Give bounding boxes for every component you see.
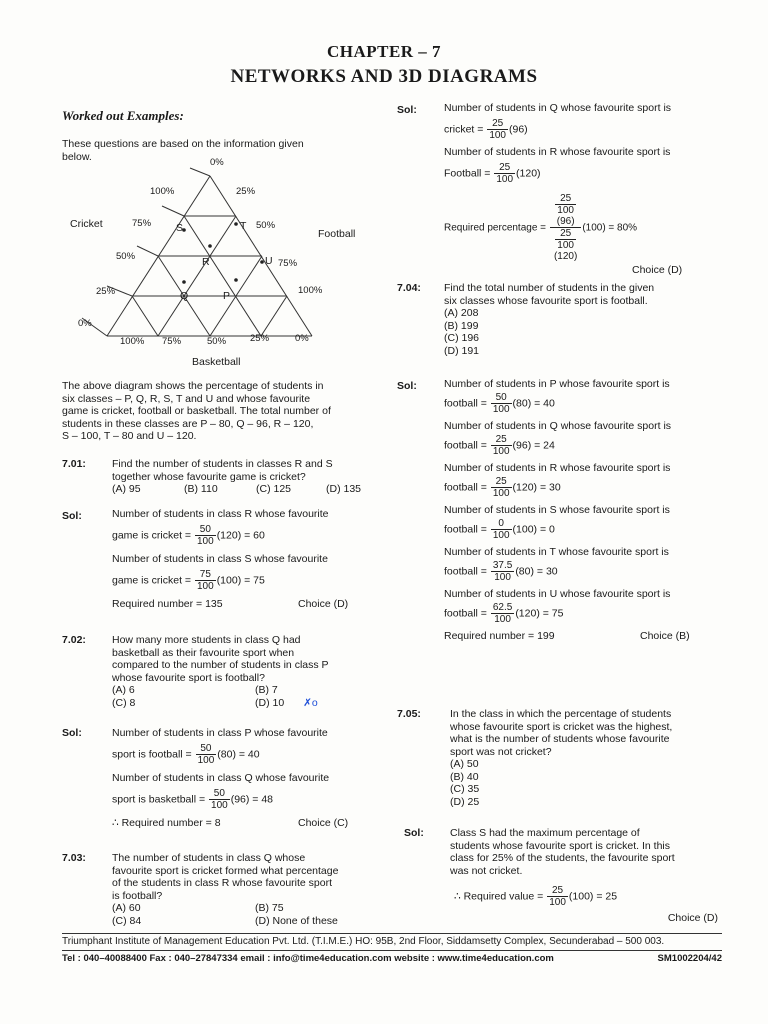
cricket-label: Cricket (70, 218, 103, 230)
point-r: R (202, 256, 210, 268)
diagram-description: The above diagram shows the percentage of students in six classes – P, Q, R, S, T and U and whose favourite game is cricket, football or basketball. The total number of students in these classes are P – 80, Q – 96, R – 120, S – 100, T – 80 and U – 120. (62, 380, 331, 442)
q704-number: 7.04: (397, 282, 421, 294)
sol704-row: Number of students in S whose favourite sport is football = $\frac{0}{100}$ (100) = 0 (444, 504, 670, 541)
sol704-row: Number of students in U whose favourite sport is football = $\frac{62.5}{100}$ (120) = 75 (444, 588, 671, 625)
bottom-label-100: 100% (120, 336, 145, 347)
point-u: U (265, 255, 273, 267)
sol704-label: Sol: (397, 380, 417, 392)
point-p: P (223, 290, 231, 302)
q703-text: The number of students in class Q whose favourite sport is cricket formed what percentage of the students in class R whose favourite sport is football? (A) 60 (B) 75 (C) 84 (D) None of these (112, 852, 339, 927)
footer-address: Triumphant Institute of Management Education Pvt. Ltd. (T.I.M.E.) HO: 95B, 2nd Floor, Siddamsetty Complex, Secunderabad – 500 003. (62, 936, 665, 947)
q705-number: 7.05: (397, 708, 421, 720)
left-label-0: 0% (78, 318, 92, 329)
bottom-label-50: 50% (207, 336, 227, 347)
footer-divider-mid (62, 950, 722, 951)
q701-number: 7.01: (62, 458, 86, 470)
right-label-25: 25% (236, 186, 256, 197)
top-label: 0% (210, 157, 224, 168)
left-label-75: 75% (132, 218, 152, 229)
sol705-label: Sol: (404, 827, 424, 839)
point-q: Q (180, 290, 189, 302)
chapter-number: CHAPTER – 7 (326, 42, 442, 61)
q701-text: Find the number of students in classes R and S together whose favourite game is cricket? (A) 95 (B) 110 (C) 125 (D) 135 (112, 458, 362, 495)
worked-examples-heading: Worked out Examples: (62, 108, 184, 123)
sol703-body: Number of students in Q whose favourite sport is cricket = $\frac{25}{100}$ (96) Number of students in R whose favourite sport is Football = $\frac{25}{100}$ (120) Required percentage = 25 100 (96) 25 100 (120) (100) = 80% Choice (D) (444, 102, 683, 276)
basketball-label: Basketball (192, 356, 241, 368)
sol702-body: Number of students in class P whose favourite sport is football = $\frac{50}{100}$ (80) = 40 Number of students in class Q whose favourite sport is basketball = $\frac{50}{100}$ (96) = 48 ∴ Required number = 8 Choice (C) (112, 727, 349, 829)
left-label-25: 25% (96, 286, 116, 297)
q704-text: Find the total number of students in the given six classes whose favourite sport is football. (A) 208 (B) 199 (C) 196 (D) 191 (444, 282, 655, 357)
sol702-label: Sol: (62, 727, 82, 739)
sol705-body: Class S had the maximum percentage of students whose favourite sport is cricket. In this class for 25% of the students, the favourite sport was not cricket. ∴ Required value = $\frac{25}{100}$ (100) = 25 Choice (D) (450, 827, 718, 924)
sol704-row: Number of students in Q whose favourite sport is football = $\frac{25}{100}$ (96) = 24 (444, 420, 672, 457)
football-label: Football (318, 228, 356, 240)
q705-text: In the class in which the percentage of students whose favourite sport is cricket was the highest, what is the number of students whose favourite sport was not cricket? (A) 50 (B) 40 (C) 35 (D) 25 (450, 708, 673, 808)
sol704-row: Number of students in P whose favourite sport is football = $\frac{50}{100}$ (80) = 40 (444, 378, 670, 415)
right-label-75: 75% (278, 258, 298, 269)
q703-number: 7.03: (62, 852, 86, 864)
point-s: S (176, 222, 184, 234)
bottom-label-25: 25% (250, 333, 270, 344)
chapter-title: NETWORKS AND 3D DIAGRAMS (230, 66, 538, 87)
footer-divider-top (62, 933, 722, 934)
sol703-label: Sol: (397, 104, 417, 116)
point-t: T (240, 220, 247, 232)
bottom-label-0: 0% (295, 333, 309, 344)
left-label-50: 50% (116, 251, 136, 262)
right-label-100: 100% (298, 285, 323, 296)
sol704-body: Number of students in P whose favourite sport is football = $\frac{50}{100}$ (80) = 40 Number of students in Q whose favourite sport is football = $\frac{25}{100}$ (96) = 24 Number of students in R whose favourite sport is football = $\frac{25}{100}$ (120) = 30 Number of students in S whose favourite sport is football = $\frac{0}{100}$ (100) = 0 Number of students in T whose favourite sport is football = $\frac{37.5}{100}$ (80) = 30 Number of students in U whose favourite sport is football = $\frac{62.5}{100}$ (120) = 75 Required number = 199 Choice (B) (444, 378, 690, 642)
sol704-row: Number of students in T whose favourite sport is football = $\frac{37.5}{100}$ (80) = 30 (444, 546, 669, 583)
bottom-label-75: 75% (162, 336, 182, 347)
left-label-100: 100% (150, 186, 175, 197)
right-label-50: 50% (256, 220, 276, 231)
sol701-body: Number of students in class R whose favourite game is cricket = $\frac{50}{100}$ (120) = 60 Number of students in class S whose favourite game is cricket = $\frac{75}{100}$ (100) = 75 Required number = 135 Choice (D) (112, 508, 349, 610)
handwritten-mark: ✗o (303, 696, 318, 709)
intro-text: These questions are based on the information given below. (62, 138, 304, 163)
q702-text: How many more students in class Q had basketball as their favourite sport when compared to the number of students in class P whose favourite sport is football? (A) 6 (B) 7 (C) 8 (D) 10 ✗o (112, 634, 329, 709)
sol704-row: Number of students in R whose favourite sport is football = $\frac{25}{100}$ (120) = 30 (444, 462, 671, 499)
sol701-label: Sol: (62, 510, 82, 522)
footer-contact: Tel : 040–40088400 Fax : 040–27847334 email : info@time4education.com website : www.time4education.com SM1002204/42 (62, 953, 722, 964)
q702-number: 7.02: (62, 634, 86, 646)
